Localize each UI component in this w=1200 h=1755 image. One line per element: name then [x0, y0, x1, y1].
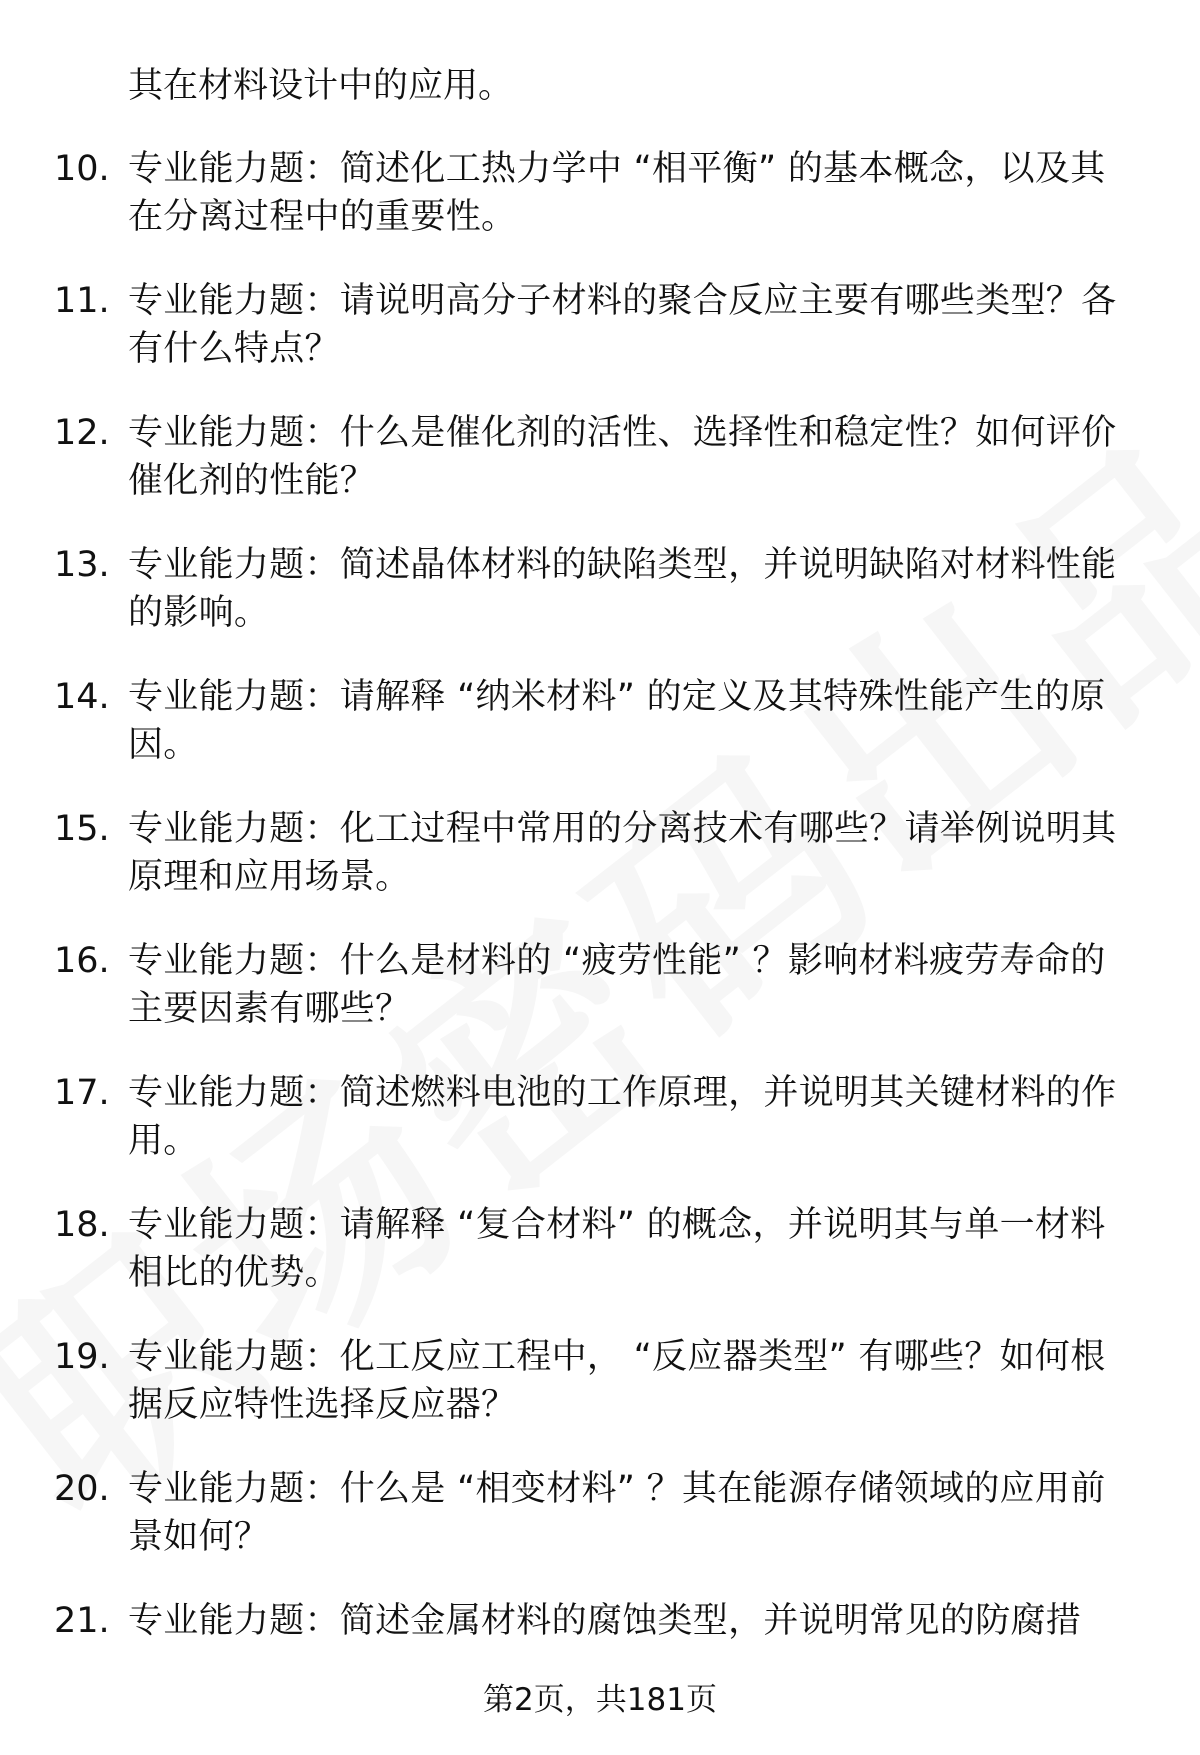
- list-item: [0, 1201, 1200, 1333]
- question-text: 专业能力题：请说明高分子材料的聚合反应主要有哪些类型？各有什么特点？: [128, 281, 1117, 369]
- question-number: 12.: [54, 413, 110, 453]
- list-item: [0, 277, 1200, 409]
- continued-text: 其在材料设计中的应用。: [128, 66, 514, 106]
- question-text: 专业能力题：什么是催化剂的活性、选择性和稳定性？如何评价催化剂的性能？: [128, 413, 1117, 501]
- question-number: 11.: [54, 281, 110, 321]
- question-number: 15.: [54, 809, 110, 849]
- question-number: 16.: [54, 941, 110, 981]
- question-text: 专业能力题：简述金属材料的腐蚀类型，并说明常见的防腐措: [128, 1601, 1082, 1641]
- question-text: 专业能力题：请解释 “复合材料” 的概念，并说明其与单一材料相比的优势。: [128, 1205, 1106, 1293]
- list-item: [0, 1069, 1200, 1201]
- list-item: [0, 145, 1200, 277]
- page-footer: 第2页，共181页: [483, 1682, 717, 1718]
- question-list: [0, 145, 1200, 1729]
- question-number: 14.: [54, 677, 110, 717]
- question-text: 专业能力题：化工过程中常用的分离技术有哪些？请举例说明其原理和应用场景。: [128, 809, 1117, 897]
- question-number: 19.: [54, 1337, 110, 1377]
- question-text: 专业能力题：请解释 “纳米材料” 的定义及其特殊性能产生的原因。: [128, 677, 1106, 765]
- question-number: 17.: [54, 1073, 110, 1113]
- question-number: 13.: [54, 545, 110, 585]
- list-item: [0, 805, 1200, 937]
- question-text: 专业能力题：简述晶体材料的缺陷类型，并说明缺陷对材料性能的影响。: [128, 545, 1117, 633]
- list-item: [0, 1333, 1200, 1465]
- list-item: [0, 1465, 1200, 1597]
- list-item: [0, 673, 1200, 805]
- question-number: 20.: [54, 1469, 110, 1509]
- question-number: 10.: [54, 149, 110, 189]
- question-number: 21.: [54, 1601, 110, 1641]
- list-item: [0, 937, 1200, 1069]
- list-item: [0, 541, 1200, 673]
- question-number: 18.: [54, 1205, 110, 1245]
- question-text: 专业能力题：简述燃料电池的工作原理，并说明其关键材料的作用。: [128, 1073, 1117, 1161]
- question-text: 专业能力题：什么是 “相变材料” ？其在能源存储领域的应用前景如何？: [128, 1469, 1106, 1557]
- question-text: 专业能力题：化工反应工程中， “反应器类型” 有哪些？如何根据反应特性选择反应器？: [128, 1337, 1106, 1425]
- question-text: 专业能力题：什么是材料的 “疲劳性能” ？影响材料疲劳寿命的主要因素有哪些？: [128, 941, 1106, 1029]
- question-text: 专业能力题：简述化工热力学中 “相平衡” 的基本概念，以及其在分离过程中的重要性。: [128, 149, 1106, 237]
- list-item: [0, 409, 1200, 541]
